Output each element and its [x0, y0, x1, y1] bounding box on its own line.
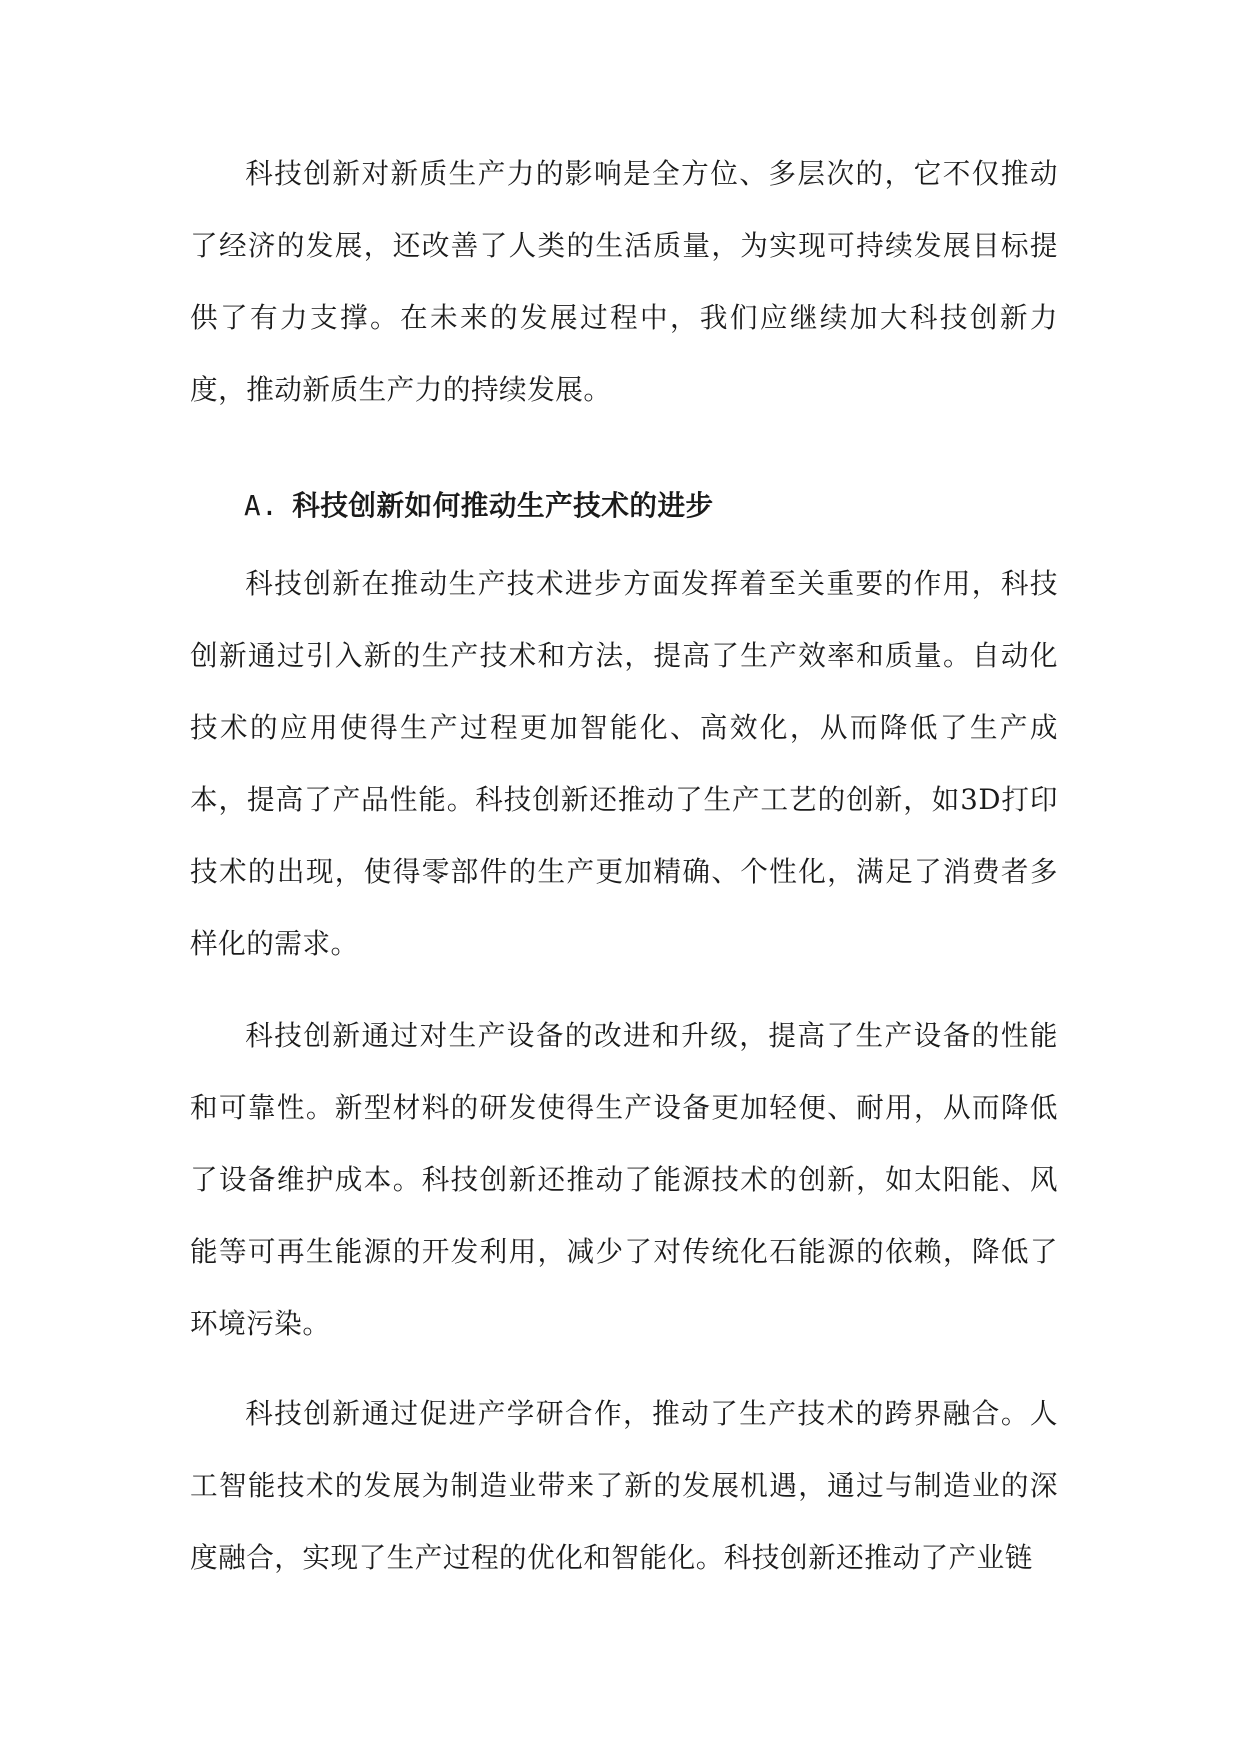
paragraph-2: 科技创新通过对生产设备的改进和升级，提高了生产设备的性能和可靠性。新型材料的研发使得生产设备更加轻便、耐用，从而降低了设备维护成本。科技创新还推动了能源技术的创新，如太阳能、风能等可再生能源的开发利用，减少了对传统化石能源的依赖，降低了环境污染。: [190, 1019, 1058, 1340]
section-title: 科技创新如何推动生产技术的进步: [292, 489, 714, 522]
paragraph-1: 科技创新在推动生产技术进步方面发挥着至关重要的作用，科技创新通过引入新的生产技术和方法，提高了生产效率和质量。自动化技术的应用使得生产过程更加智能化、高效化，从而降低了生产成本，提高了产品性能。科技创新还推动了生产工艺的创新，如3D打印技术的出现，使得零部件的生产更加精确、个性化，满足了消费者多样化的需求。: [190, 567, 1058, 960]
paragraph-3: 科技创新通过促进产学研合作，推动了生产技术的跨界融合。人工智能技术的发展为制造业带来了新的发展机遇，通过与制造业的深度融合，实现了生产过程的优化和智能化。科技创新还推动了产业链: [190, 1397, 1058, 1574]
section-number: A.: [244, 489, 279, 522]
paragraph-intro: 科技创新对新质生产力的影响是全方位、多层次的，它不仅推动了经济的发展，还改善了人类的生活质量，为实现可持续发展目标提供了有力支撑。在未来的发展过程中，我们应继续加大科技创新力度，推动新质生产力的持续发展。: [190, 157, 1058, 406]
section-heading: [244, 470, 714, 542]
